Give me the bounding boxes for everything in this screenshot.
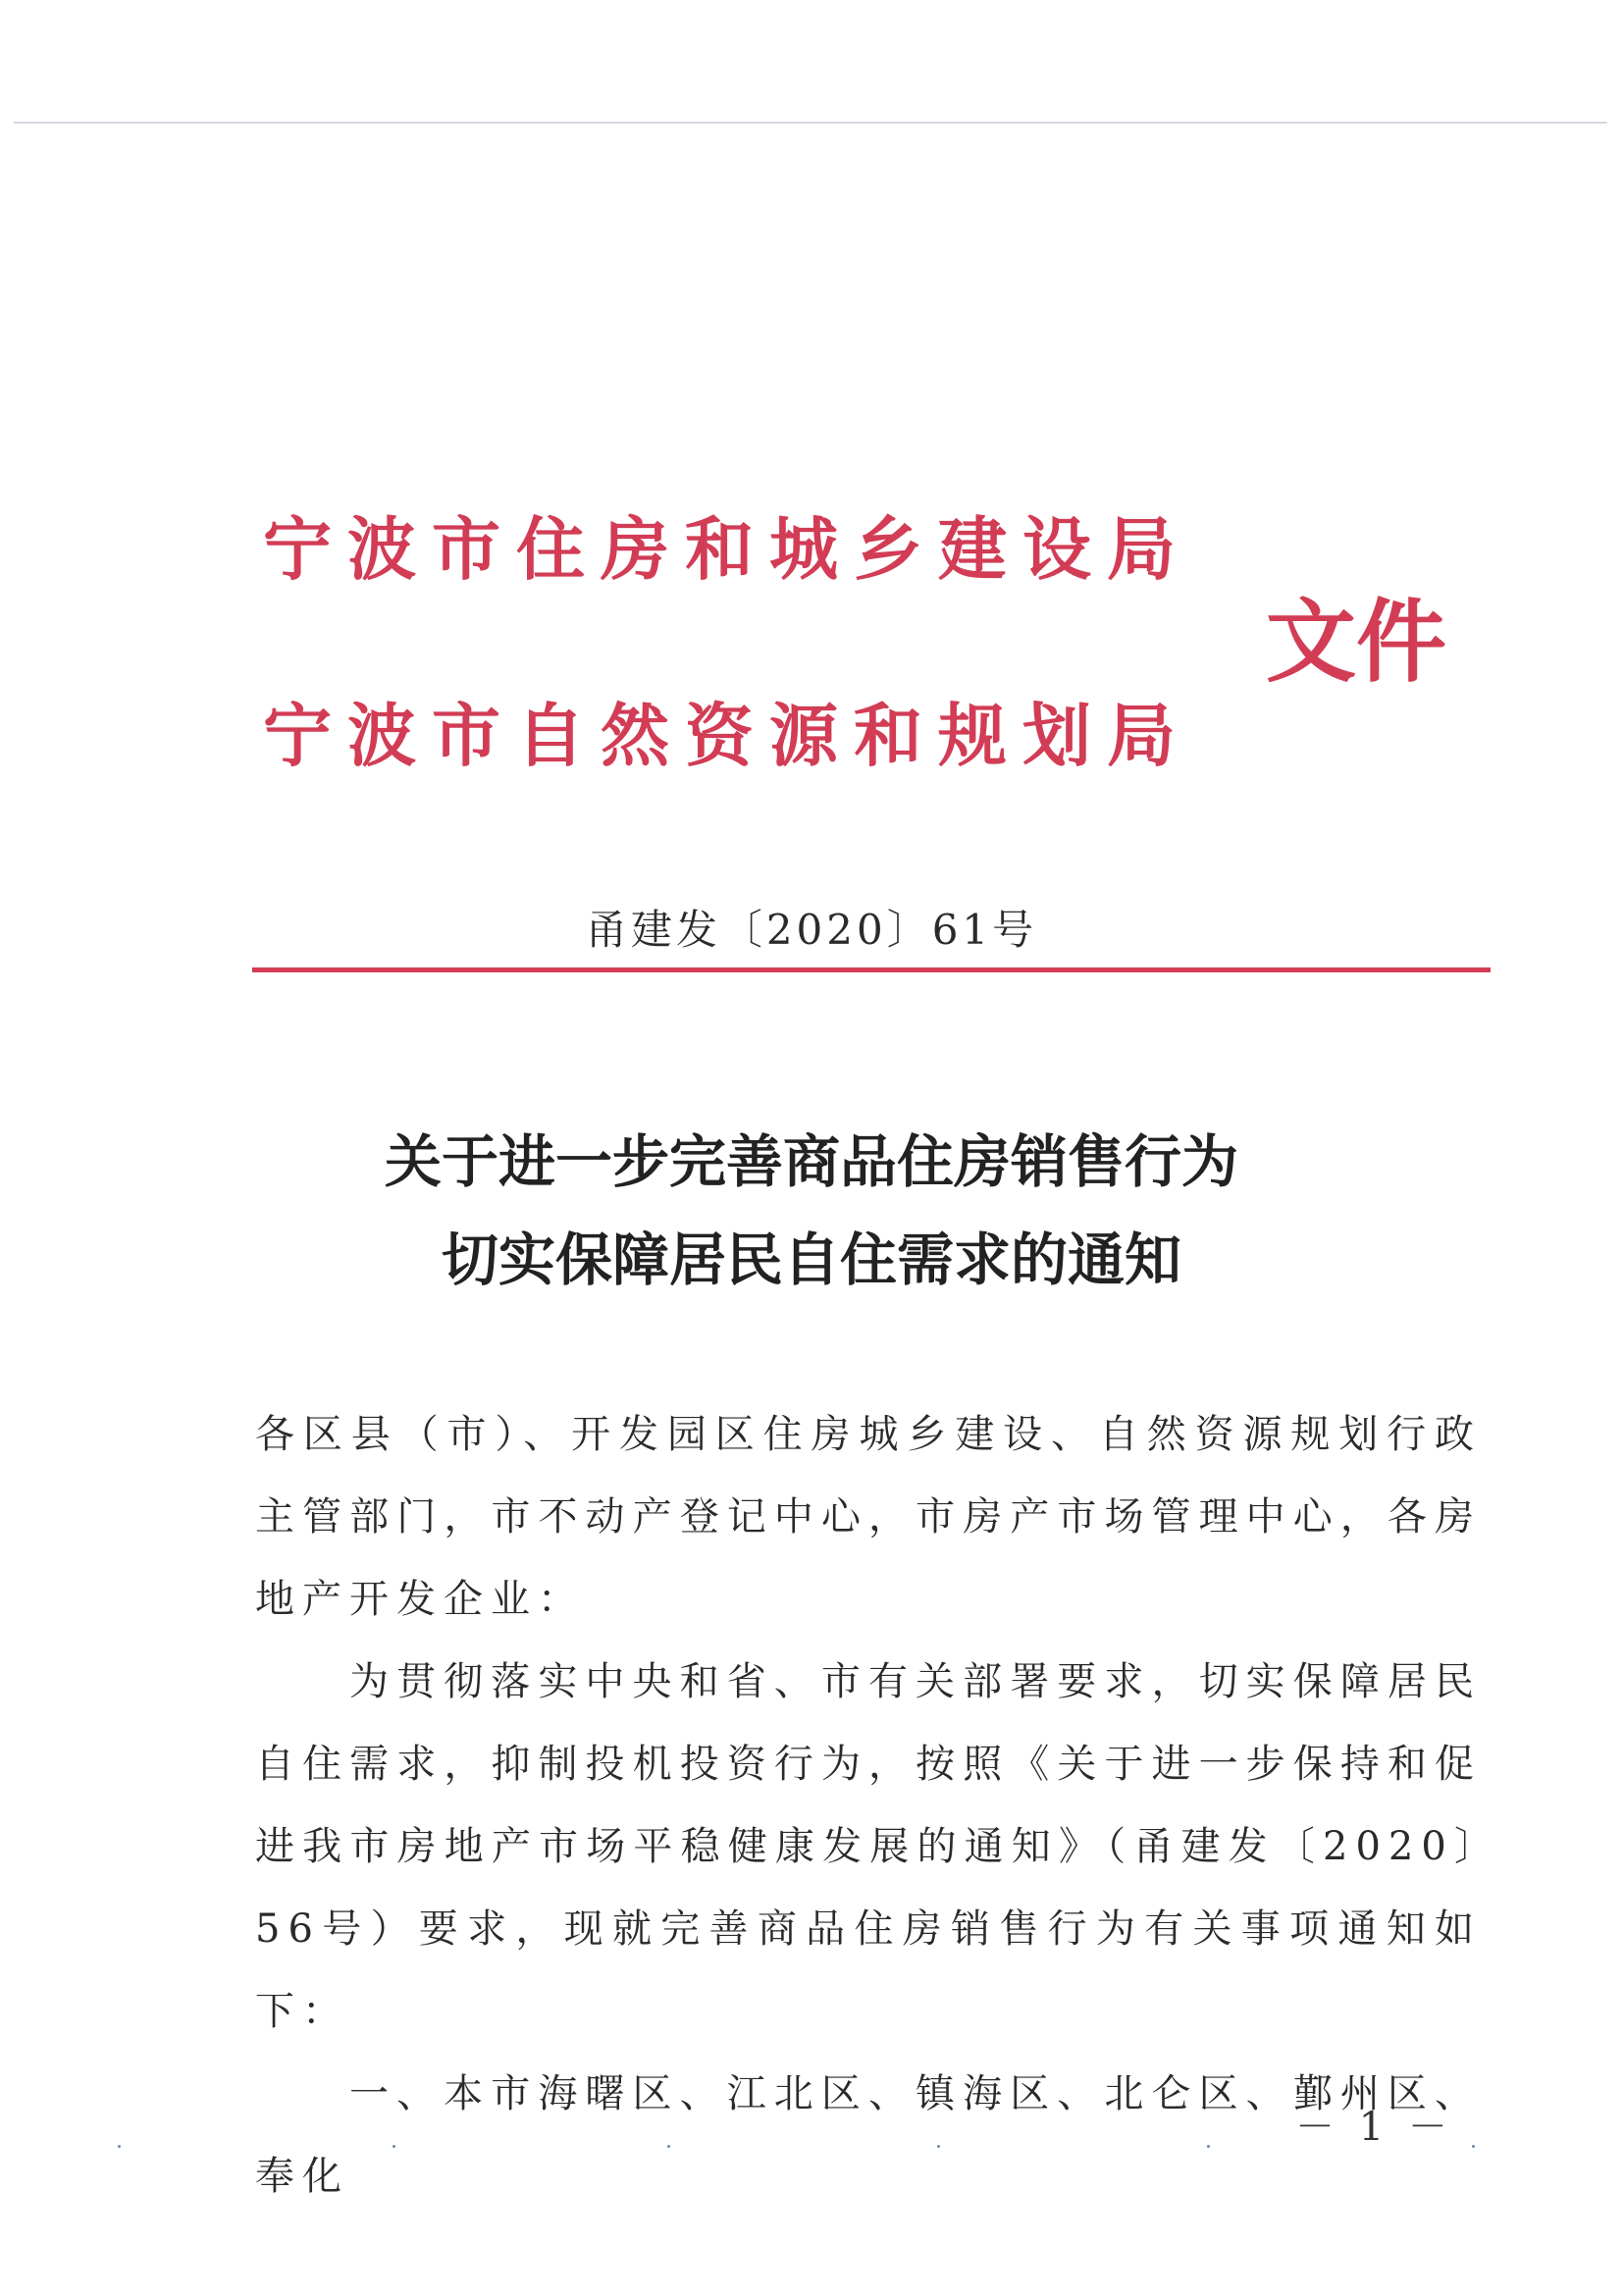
scan-speck bbox=[667, 2145, 670, 2148]
scan-border-line bbox=[14, 122, 1607, 124]
scan-speck bbox=[393, 2145, 395, 2148]
document-type-label: 文件 bbox=[1266, 589, 1447, 695]
scan-speck bbox=[1207, 2145, 1210, 2148]
document-title-line-2: 切实保障居民自住需求的通知 bbox=[441, 1226, 1181, 1293]
document-number: 甬建发〔2020〕61号 bbox=[585, 906, 1038, 954]
document-body bbox=[255, 1393, 1482, 2218]
body-paragraph-intro: 为贯彻落实中央和省、市有关部署要求，切实保障居民自住需求，抑制投机投资行为，按照《关于进一步保持和促进我市房地产市场平稳健康发展的通知》（甬建发〔2020〕56号）要求，现就完善商品住房销售行为有关事项通知如下： bbox=[255, 1659, 1482, 2034]
red-header-divider bbox=[252, 967, 1491, 972]
document-title-line-1: 关于进一步完善商品住房销售行为 bbox=[384, 1128, 1238, 1195]
page-number: － 1 － bbox=[1295, 2105, 1453, 2150]
scan-speck bbox=[1472, 2145, 1475, 2148]
recipients-paragraph: 各区县（市）、开发园区住房城乡建设、自然资源规划行政主管部门，市不动产登记中心，市房产市场管理中心，各房地产开发企业： bbox=[255, 1412, 1482, 1622]
body-paragraph-item-1: 一、本市海曙区、江北区、镇海区、北仑区、鄞州区、奉化 bbox=[255, 2071, 1482, 2199]
issuer-line-housing-bureau: 宁波市住房和城乡建设局 bbox=[263, 508, 1191, 590]
scan-speck bbox=[118, 2145, 121, 2148]
scan-speck bbox=[937, 2145, 940, 2148]
issuer-line-resources-bureau: 宁波市自然资源和规划局 bbox=[263, 695, 1191, 776]
